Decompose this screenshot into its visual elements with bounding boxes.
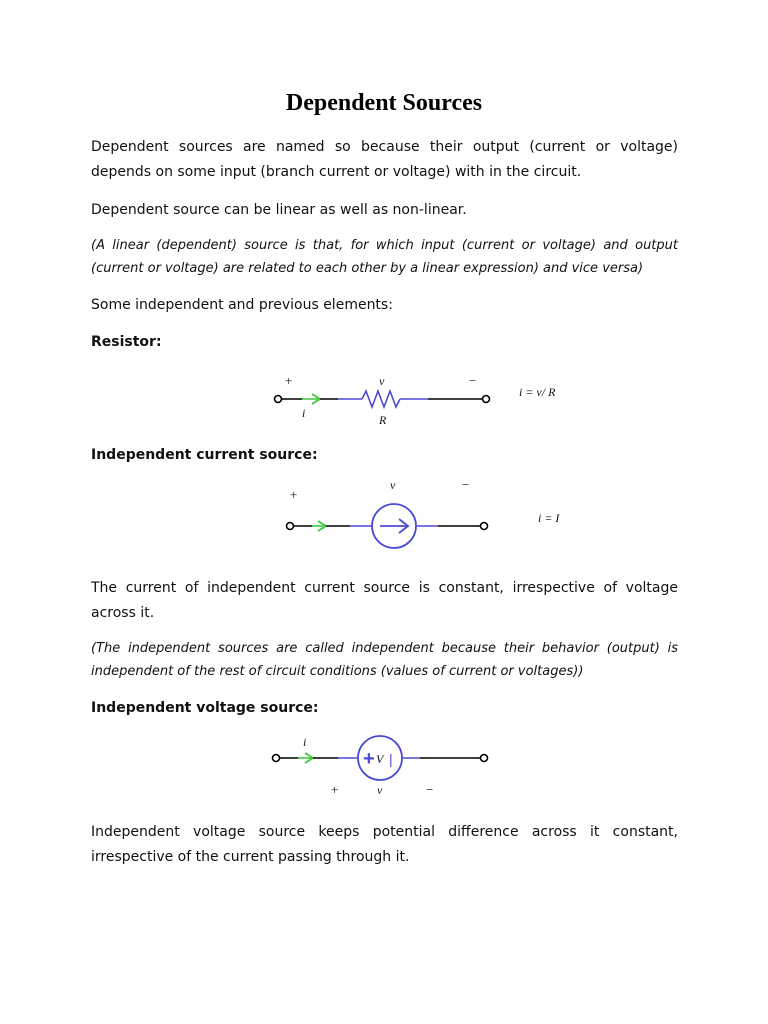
paragraph-elements: Some independent and previous elements: [91, 297, 393, 313]
voltage-source-plus-sign: + [331, 782, 339, 797]
current-source-diagram [0, 478, 768, 558]
resistor-right-terminal [483, 396, 490, 403]
resistor-left-terminal [275, 396, 282, 403]
current-source-plus-sign: + [290, 487, 298, 502]
paragraph-current-source: The current of independent current source is constant, irrespective of voltage across it. [91, 580, 678, 621]
voltage-source-right-terminal [481, 755, 488, 762]
voltage-source-plus-icon: + [363, 748, 375, 770]
voltage-source-current-label: i [303, 735, 307, 749]
current-source-voltage-label: v [390, 478, 396, 492]
heading-voltage-source: Independent voltage source: [91, 700, 319, 716]
voltage-source-voltage-label: v [377, 783, 383, 797]
resistor-plus-sign: + [285, 373, 293, 388]
voltage-source-v-symbol: V [376, 752, 384, 766]
voltage-source-left-terminal [273, 755, 280, 762]
resistor-minus-sign: − [469, 373, 477, 388]
paragraph-linear: Dependent source can be linear as well as non-linear. [91, 202, 467, 218]
current-source-minus-sign: − [462, 477, 470, 492]
current-source-right-terminal [481, 523, 488, 530]
resistor-equation: i = v/ R [519, 385, 556, 399]
paragraph-independent-note: (The independent sources are called independent because their behavior (output) is independent of the rest of circuit conditions (values of current or voltages)) [91, 641, 678, 679]
current-source-left-terminal [287, 523, 294, 530]
voltage-source-minus-sign: − [426, 782, 434, 797]
current-source-equation: i = I [538, 511, 560, 525]
resistor-zigzag-icon [362, 391, 400, 407]
resistor-voltage-label: v [379, 374, 385, 388]
heading-resistor: Resistor: [91, 334, 162, 350]
paragraph-voltage-source: Independent voltage source keeps potential difference across it constant, irrespective of the current passing through it. [91, 824, 678, 865]
voltage-source-diagram [0, 732, 768, 802]
page-title: Dependent Sources [285, 90, 483, 116]
resistor-diagram [0, 370, 768, 430]
heading-current-source: Independent current source: [91, 447, 318, 463]
paragraph-intro: Dependent sources are named so because their output (current or voltage) depends on some input (branch current or voltage) with in the circuit. [91, 139, 678, 180]
voltage-source-minus-bar-icon: | [389, 751, 393, 767]
resistor-current-label: i [302, 406, 306, 420]
paragraph-linear-note: (A linear (dependent) source is that, for which input (current or voltage) and output (current or voltage) are related to each other by a linear expression) and vice versa) [91, 238, 678, 276]
resistor-r-label: R [379, 413, 387, 427]
